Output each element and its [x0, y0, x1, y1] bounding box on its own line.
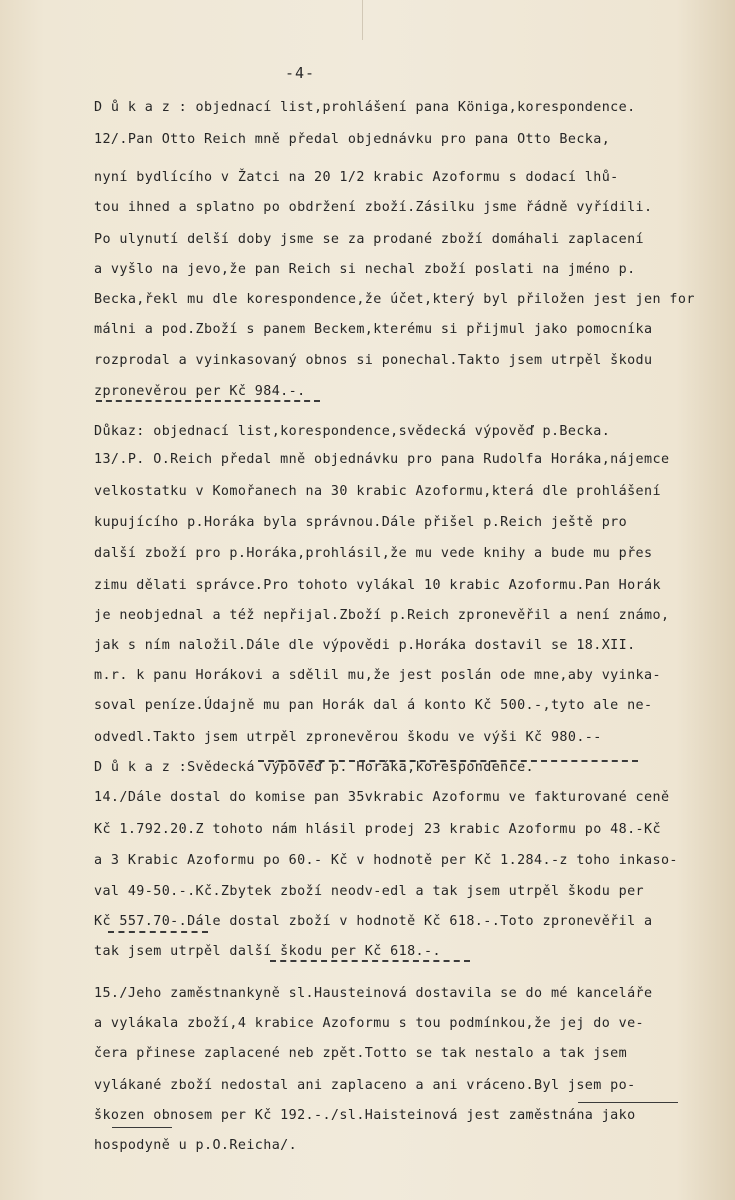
text-line: D ů k a z :Svědecká výpověď p. Horáka,korespondence.	[94, 760, 535, 775]
text-line: a vyšlo na jevo,že pan Reich si nechal zboží poslati na jméno p.	[94, 262, 636, 277]
text-line: tou ihned a splatno po obdržení zboží.Zásilku jsme řádně vyřídili.	[94, 200, 653, 215]
text-line: soval peníze.Údajně mu pan Horák dal á konto Kč 500.-,tyto ale ne-	[94, 698, 653, 713]
text-line: 12/.Pan Otto Reich mně předal objednávku pro pana Otto Becka,	[94, 132, 611, 147]
text-line: m.r. k panu Horákovi a sdělil mu,že jest poslán ode mne,aby vyinka-	[94, 668, 661, 683]
text-line: 14./Dále dostal do komise pan 35vkrabic Azoformu ve fakturované ceně	[94, 790, 670, 805]
text-line: kupujícího p.Horáka byla správnou.Dále přišel p.Reich ještě pro	[94, 515, 628, 530]
text-line: a 3 Krabic Azoformu po 60.- Kč v hodnotě per Kč 1.284.-z toho inkaso-	[94, 853, 678, 868]
text-line: rozprodal a vyinkasovaný obnos si ponechal.Takto jsem utrpěl škodu	[94, 353, 653, 368]
separator-dash-1	[96, 400, 320, 402]
text-line: D ů k a z : objednací list,prohlášení pana Königa,korespondence.	[94, 100, 636, 115]
text-line: a vylákala zboží,4 krabice Azoformu s tou podmínkou,že jej do ve-	[94, 1016, 645, 1031]
text-line: málni a pod.Zboží s panem Beckem,kterému si přijmul jako pomocníka	[94, 322, 653, 337]
text-line: hospodyně u p.O.Reicha/.	[94, 1138, 298, 1153]
text-line: Po ulynutí delší doby jsme se za prodané zboží domáhali zaplacení	[94, 232, 645, 247]
text-line: val 49-50.-.Kč.Zbytek zboží neodv-edl a tak jsem utrpěl škodu per	[94, 884, 645, 899]
text-line: zimu dělati správce.Pro tohoto vylákal 10 krabic Azoformu.Pan Horák	[94, 578, 661, 593]
text-line: je neobjednal a též nepřijal.Zboží p.Reich zpronevěřil a není známo,	[94, 608, 670, 623]
text-line: velkostatku v Komořanech na 30 krabic Azoformu,která dle prohlášení	[94, 484, 661, 499]
text-line: Becka,řekl mu dle korespondence,že účet,který byl přiložen jest jen for	[94, 292, 695, 307]
text-line: Důkaz: objednací list,korespondence,svědecká výpověď p.Becka.	[94, 424, 611, 439]
text-line: odvedl.Takto jsem utrpěl zpronevěrou škodu ve výši Kč 980.--	[94, 730, 602, 745]
page-number: -4-	[284, 64, 316, 82]
text-line: jak s ním naložil.Dále dle výpovědi p.Horáka dostavil se 18.XII.	[94, 638, 636, 653]
text-line: škozen obnosem per Kč 192.-./sl.Haisteinová jest zaměstnána jako	[94, 1108, 636, 1123]
separator-dash-4	[270, 960, 470, 962]
separator-dash-2	[258, 760, 638, 762]
text-line: Kč 557.70-.Dále dostal zboží v hodnotě Kč 618.-.Toto zpronevěřil a	[94, 914, 653, 929]
separator-dash-3	[108, 931, 208, 933]
text-line: vylákané zboží nedostal ani zaplaceno a ani vráceno.Byl jsem po-	[94, 1078, 636, 1093]
underline-byl-jsem	[578, 1102, 678, 1103]
paper-fold-mark	[332, 0, 363, 40]
text-line: zpronevěrou per Kč 984.-.	[94, 384, 306, 399]
text-line: 13/.P. O.Reich předal mně objednávku pro pana Rudolfa Horáka,nájemce	[94, 452, 670, 467]
text-line: 15./Jeho zaměstnankyně sl.Hausteinová dostavila se do mé kanceláře	[94, 986, 653, 1001]
text-line: další zboží pro p.Horáka,prohlásil,že mu vede knihy a bude mu přes	[94, 546, 653, 561]
text-line: Kč 1.792.20.Z tohoto nám hlásil prodej 23 krabic Azoformu po 48.-Kč	[94, 822, 661, 837]
text-line: tak jsem utrpěl další škodu per Kč 618.-.	[94, 944, 441, 959]
underline-skozen	[112, 1127, 172, 1128]
text-line: nyní bydlícího v Žatci na 20 1/2 krabic Azoformu s dodací lhů-	[94, 170, 619, 185]
text-line: čera přinese zaplacené neb zpět.Totto se tak nestalo a tak jsem	[94, 1046, 628, 1061]
